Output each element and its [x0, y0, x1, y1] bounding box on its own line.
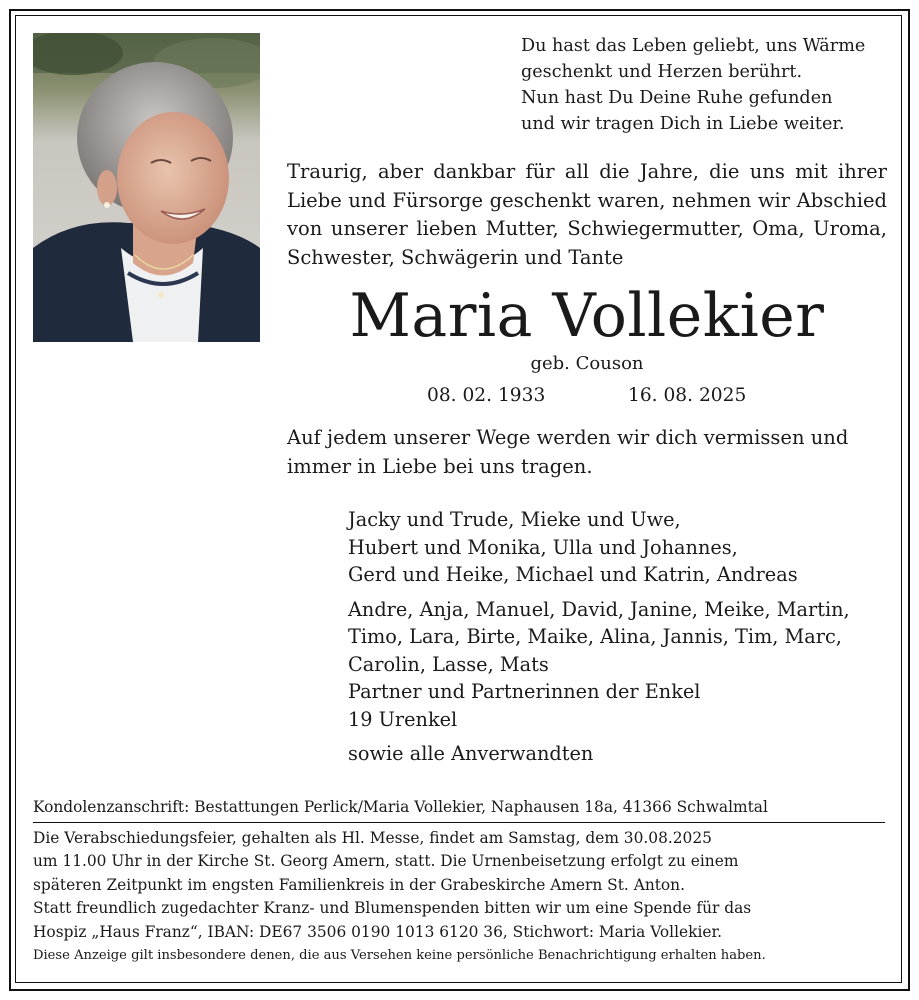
birth-date: 08. 02. 1933: [427, 385, 546, 406]
notice-note: Diese Anzeige gilt insbesondere denen, die aus Versehen keine persönliche Benachrichtigung erhalten haben.: [33, 948, 766, 964]
motto-text: Auf jedem unserer Wege werden wir dich vermissen und immer in Liebe bei uns tragen.: [287, 426, 849, 478]
poem: [521, 33, 881, 137]
service-line: Statt freundlich zugedachter Kranz- und Blumenspenden bitten wir um eine Spende für das: [33, 899, 752, 918]
mourners-list: [348, 506, 893, 775]
mourner-line: 19 Urenkel: [348, 707, 458, 731]
service-line: Hospiz „Haus Franz“, IBAN: DE67 3506 0190 1013 6120 36, Stichwort: Maria Vollekier.: [33, 922, 723, 941]
relatives-group: [348, 740, 893, 768]
poem-line: und wir tragen Dich in Liebe weiter.: [521, 114, 845, 134]
footer: [33, 795, 885, 966]
mourner-line: Carolin, Lasse, Mats: [348, 652, 549, 676]
mourner-line: Hubert und Monika, Ulla und Johannes,: [348, 535, 738, 559]
mourner-line: Andre, Anja, Manuel, David, Janine, Meike, Martin,: [348, 597, 850, 621]
mourner-line: Gerd und Heike, Michael und Katrin, Andreas: [348, 563, 798, 586]
mourner-line: Jacky und Trude, Mieke und Uwe,: [348, 508, 681, 531]
intro-text: Traurig, aber dankbar für all die Jahre, die uns mit ihrer Liebe und Fürsorge geschenkt waren, nehmen wir Abschied von unserer lieben Mutter, Schwiegermutter, Oma, Uroma, Schwester, Schwägerin und Tante: [287, 160, 887, 269]
service-info: [33, 827, 885, 944]
service-line: späteren Zeitpunkt im engsten Familienkreis in der Grabeskirche Amern St. Anton.: [33, 875, 685, 894]
service-line: um 11.00 Uhr in der Kirche St. Georg Amern, statt. Die Urnenbeisetzung erfolgt zu einem: [33, 852, 739, 871]
mourner-line: Timo, Lara, Birte, Maike, Alina, Jannis, Tim, Marc,: [348, 625, 842, 648]
mourner-line: sowie alle Anverwandten: [348, 742, 594, 765]
poem-line: geschenkt und Herzen berührt.: [521, 62, 803, 82]
condolence-address: Kondolenzanschrift: Bestattungen Perlick/Maria Vollekier, Naphausen 18a, 41366 Schwalmtal: [33, 798, 768, 816]
service-line: Die Verabschiedungsfeier, gehalten als Hl. Messe, findet am Samstag, dem 30.08.2025: [33, 829, 712, 847]
poem-line: Nun hast Du Deine Ruhe gefunden: [521, 88, 833, 108]
deceased-name: Maria Vollekier: [349, 281, 825, 351]
divider: [33, 822, 885, 823]
birth-name: geb. Couson: [530, 353, 644, 374]
grandchildren-group: [348, 596, 893, 734]
death-date: 16. 08. 2025: [628, 385, 747, 406]
poem-line: Du hast das Leben geliebt, uns Wärme: [521, 36, 866, 56]
mourner-line: Partner und Partnerinnen der Enkel: [348, 680, 701, 703]
children-group: [348, 506, 893, 589]
portrait-photo: [33, 33, 260, 342]
